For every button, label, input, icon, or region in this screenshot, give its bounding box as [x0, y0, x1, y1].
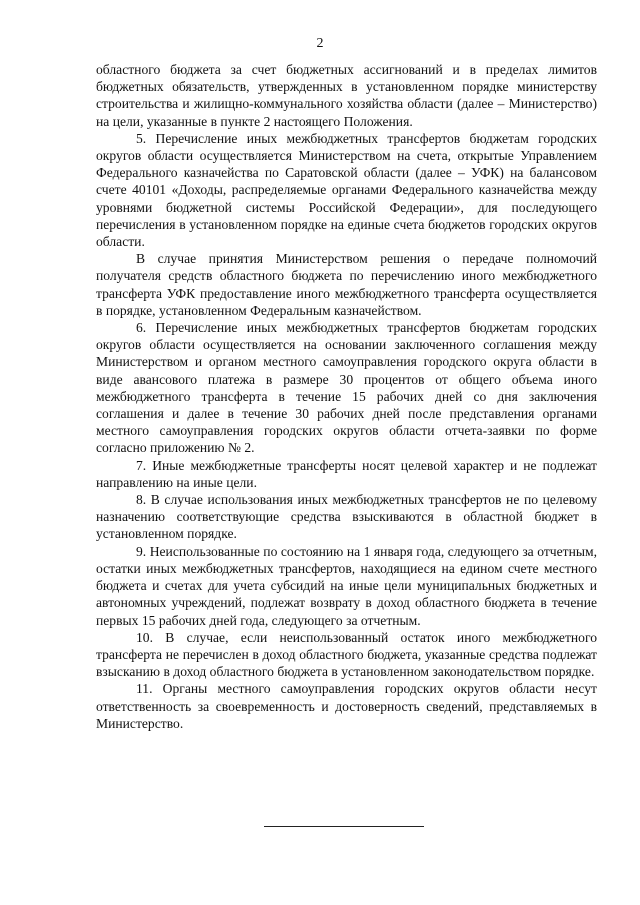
page-number: 2 [316, 36, 324, 51]
paragraph-11: 11. Органы местного самоуправления городских округов области несут ответственность за своевременность и достоверность сведений, представляемых в Министерство. [96, 681, 597, 731]
paragraph-continuation: областного бюджета за счет бюджетных ассигнований и в пределах лимитов бюджетных обязательств, утвержденных в установленном порядке министерству строительства и жилищно-коммунального хозяйства области (далее – Министерство) на цели, указанные в пункте 2 настоящего Положения. [96, 62, 597, 129]
paragraph-9: 9. Неиспользованные по состоянию на 1 января года, следующего за отчетным, остатки иных межбюджетных трансфертов, находящиеся на едином счете местного бюджета и счетах для учета субсидий на иные цели муниципальных бюджетных и автономных учреждений, подлежат возврату в доход областного бюджета в течение первых 15 рабочих дней года, следующего за отчетным. [96, 543, 597, 628]
paragraph-5: 5. Перечисление иных межбюджетных трансфертов бюджетам городских округов области осуществляется Министерством на счета, открытые Управлением Федерального казначейства по Саратовской области (далее – УФК) на балансовом счете 40101 «Доходы, распределяемые органами Федерального казначейства между уровнями бюджетной системы Российской Федерации», для последующего перечисления в установленном порядке на единые счета бюджетов городских округов области. [96, 130, 597, 250]
paragraph-10: 10. В случае, если неиспользованный остаток иного межбюджетного трансферта не перечислен в доход областного бюджета, указанные средства подлежат взысканию в доход областного бюджета в установленном законодательством порядке. [96, 629, 597, 680]
paragraph-7: 7. Иные межбюджетные трансферты носят целевой характер и не подлежат направлению на иные цели. [96, 457, 597, 490]
paragraph-6: 6. Перечисление иных межбюджетных трансфертов бюджетам городских округов области осуществляется на основании заключенного соглашения между Министерством и органом местного самоуправления городского округа области в виде авансового платежа в размере 30 процентов от общего объема иного межбюджетного трансферта в течение 15 рабочих дней со дня заключения соглашения и далее в течение 30 рабочих дней после представления органами местного самоуправления городских округов области отчета-заявки по форме согласно приложению № 2. [96, 320, 597, 456]
paragraph-8: 8. В случае использования иных межбюджетных трансфертов не по целевому назначению соответствующие средства взыскиваются в областной бюджет в установленном порядке. [96, 492, 597, 542]
closing-divider-line [264, 826, 424, 827]
paragraph-5-delegation: В случае принятия Министерством решения о передаче полномочий получателя средств областного бюджета по перечислению иного межбюджетного трансферта УФК предоставление иного межбюджетного трансферта осуществляется в порядке, установленном Федеральным казначейством. [96, 251, 597, 318]
document-body [96, 61, 597, 732]
